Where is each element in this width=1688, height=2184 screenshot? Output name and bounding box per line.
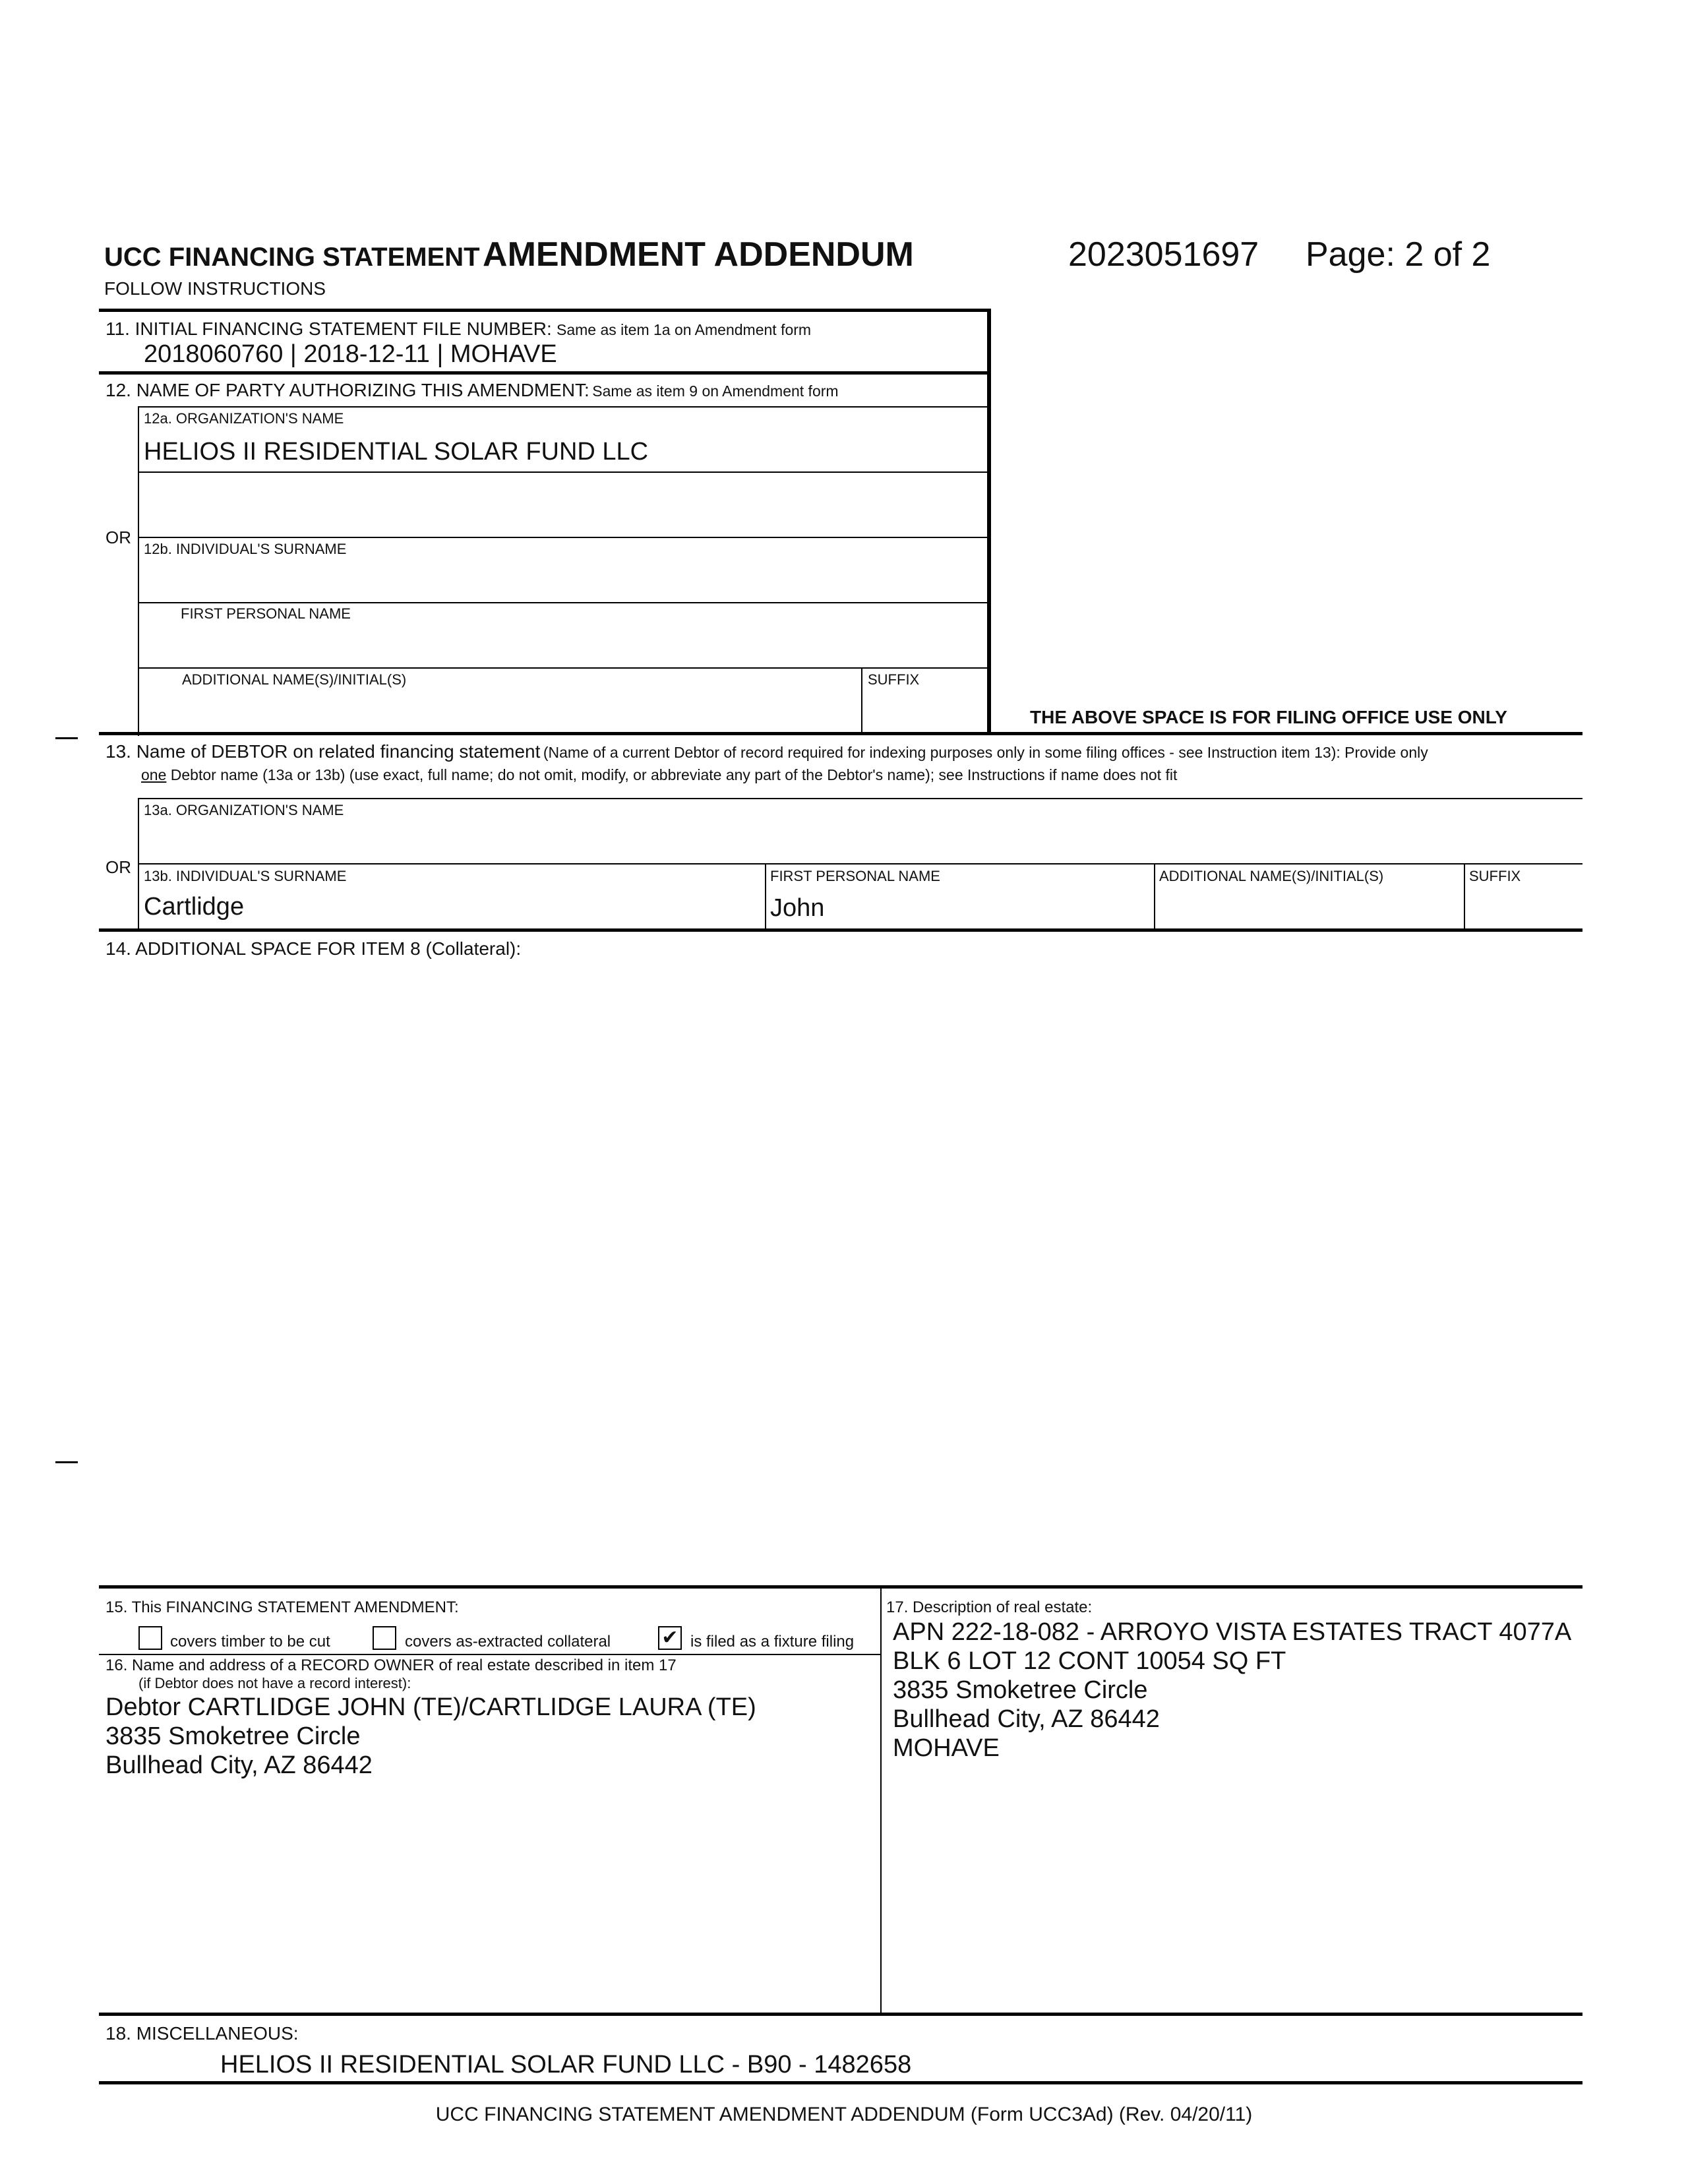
row12b-bottom	[138, 602, 989, 603]
item13-suffix-divider	[1464, 863, 1465, 929]
timber-checkbox[interactable]	[138, 1626, 162, 1650]
box15-top	[99, 1585, 1582, 1589]
item12-or: OR	[106, 528, 131, 547]
item12-suffix-label: SUFFIX	[868, 671, 920, 688]
check-mark-icon: ✔	[661, 1627, 678, 1649]
item18-label: 18. MISCELLANEOUS:	[106, 2023, 299, 2044]
item16-line-1: Debtor CARTLIDGE JOHN (TE)/CARTLIDGE LAURA (TE)	[106, 1693, 756, 1721]
item13-first-value: John	[770, 894, 825, 922]
item18-value: HELIOS II RESIDENTIAL SOLAR FUND LLC - B90 - 1482658	[220, 2051, 912, 2078]
timber-label: covers timber to be cut	[170, 1633, 330, 1651]
item12b-label: 12b. INDIVIDUAL'S SURNAME	[144, 541, 347, 557]
title-main: AMENDMENT ADDENDUM	[483, 235, 914, 274]
row13a-top	[138, 798, 1582, 799]
fixture-filing-label: is filed as a fixture filing	[690, 1633, 855, 1651]
office-use-note: THE ABOVE SPACE IS FOR FILING OFFICE USE ONLY	[1030, 707, 1507, 727]
item13-suffix-label: SUFFIX	[1469, 868, 1521, 884]
box18-bottom	[99, 2081, 1582, 2084]
item12-label: 12. NAME OF PARTY AUTHORIZING THIS AMENDMENT: Same as item 9 on Amendment form	[106, 380, 839, 400]
item13-note: one Debtor name (13a or 13b) (use exact, full name; do not omit, modify, or abbreviate any part of the Debtor's name); see Instructions if name does not fit	[141, 766, 1178, 783]
item16-line-2: 3835 Smoketree Circle	[106, 1722, 361, 1750]
margin-tick-top	[55, 737, 78, 739]
item13b-value: Cartlidge	[144, 893, 245, 921]
follow-instructions: FOLLOW INSTRUCTIONS	[104, 278, 326, 299]
item13-or: OR	[106, 857, 131, 877]
row12-blank-bottom	[138, 537, 989, 538]
item11-value: 2018060760 | 2018-12-11 | MOHAVE	[144, 340, 557, 368]
item12a-label: 12a. ORGANIZATION'S NAME	[144, 410, 344, 427]
item17-line-4: Bullhead City, AZ 86442	[893, 1705, 1160, 1733]
fixture-filing-checkbox[interactable]	[658, 1626, 682, 1650]
box15-17-divider	[880, 1585, 882, 2014]
item17-line-1: APN 222-18-082 - ARROYO VISTA ESTATES TRACT 4077A	[893, 1618, 1572, 1646]
box13-top	[99, 732, 1582, 735]
item16-label: 16. Name and address of a RECORD OWNER of real estate described in item 17	[106, 1656, 677, 1674]
box11-top	[99, 309, 990, 312]
margin-tick-bottom	[55, 1461, 78, 1463]
item17-line-3: 3835 Smoketree Circle	[893, 1676, 1148, 1704]
item14-label: 14. ADDITIONAL SPACE FOR ITEM 8 (Collateral):	[106, 938, 522, 959]
item17-line-5: MOHAVE	[893, 1734, 1000, 1762]
title-prefix: UCC FINANCING STATEMENT	[104, 243, 480, 272]
box12-left	[138, 406, 139, 736]
item13b-label: 13b. INDIVIDUAL'S SURNAME	[144, 868, 347, 884]
item17-line-2: BLK 6 LOT 12 CONT 10054 SQ FT	[893, 1647, 1286, 1675]
item13-additional-label: ADDITIONAL NAME(S)/INITIAL(S)	[1159, 868, 1384, 884]
form-footer: UCC FINANCING STATEMENT AMENDMENT ADDENDUM (Form UCC3Ad) (Rev. 04/20/11)	[435, 2104, 1253, 2125]
item12-first-label: FIRST PERSONAL NAME	[181, 605, 351, 622]
item13-first-divider	[765, 863, 766, 929]
file-id: 2023051697	[1068, 235, 1259, 274]
row13a-bottom	[138, 863, 1582, 864]
item12-additional-label: ADDITIONAL NAME(S)/INITIAL(S)	[182, 671, 407, 688]
item17-label: 17. Description of real estate:	[886, 1598, 1093, 1616]
item13-additional-divider	[1154, 863, 1155, 929]
row12a-top	[138, 406, 989, 408]
box11-bottom	[99, 371, 990, 375]
row12a-bottom	[138, 471, 989, 473]
item16-sub: (if Debtor does not have a record interest):	[138, 1675, 411, 1691]
item12a-value: HELIOS II RESIDENTIAL SOLAR FUND LLC	[144, 438, 649, 466]
form-title	[104, 235, 914, 274]
as-extracted-label: covers as-extracted collateral	[405, 1633, 611, 1651]
item11-label: 11. INITIAL FINANCING STATEMENT FILE NUMBER: Same as item 1a on Amendment form	[106, 318, 812, 339]
box13-bottom	[99, 928, 1582, 932]
item12-suffix-divider	[861, 667, 862, 733]
as-extracted-checkbox[interactable]	[373, 1626, 396, 1650]
item13-label: 13. Name of DEBTOR on related financing statement (Name of a current Debtor of record required for indexing purposes only in some filing offices - see Instruction item 13): Provide only	[106, 741, 1428, 762]
item13-first-label: FIRST PERSONAL NAME	[770, 868, 940, 884]
box18-top	[99, 2013, 1582, 2016]
page-indicator: Page: 2 of 2	[1306, 235, 1491, 274]
item13a-label: 13a. ORGANIZATION'S NAME	[144, 802, 344, 818]
item15-label: 15. This FINANCING STATEMENT AMENDMENT:	[106, 1598, 459, 1616]
item16-line-3: Bullhead City, AZ 86442	[106, 1751, 373, 1779]
box15-bottom	[99, 1654, 881, 1655]
